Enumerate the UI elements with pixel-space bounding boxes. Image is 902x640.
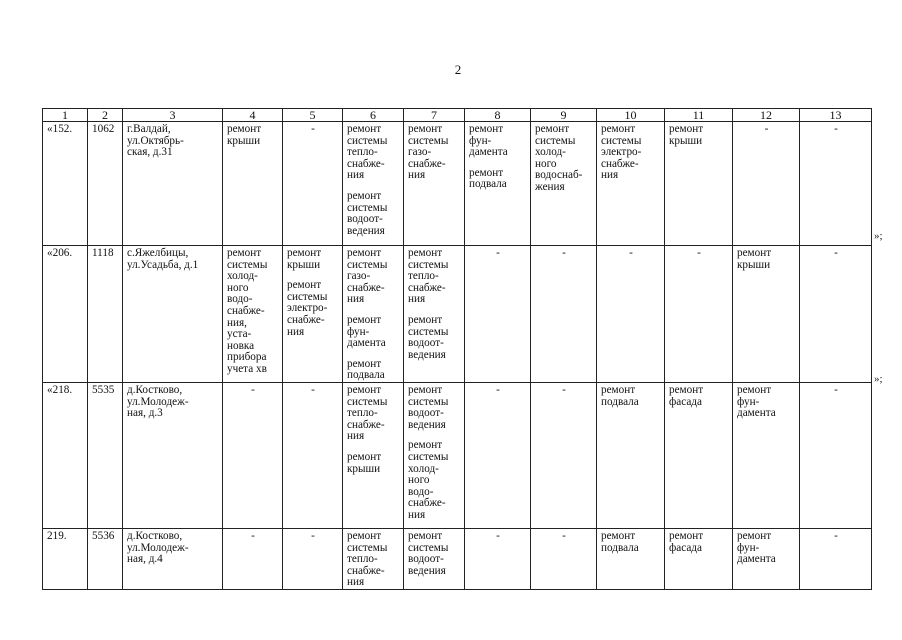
- work-item: ремонт системы холод- ного водо- снабже- ния: [408, 439, 449, 521]
- object-code-cell-text: 1118: [92, 247, 114, 259]
- work-item: ремонт фун- дамента: [469, 123, 508, 159]
- work-item: ремонт системы холод- ного водо- снабже- ния, уста- новка прибора учета хв: [227, 247, 268, 375]
- work-item: ремонт системы электро- снабже- ния: [601, 123, 642, 182]
- work-cell-c4: [223, 122, 283, 246]
- work-item: ремонт системы водоот- ведения: [408, 383, 449, 431]
- table-row: [43, 382, 872, 528]
- work-cell-c6: [343, 382, 404, 528]
- work-item: ремонт системы газо- снабже- ния: [408, 123, 449, 182]
- work-item: ремонт подвала: [347, 357, 385, 382]
- work-item: ремонт крыши: [227, 123, 262, 147]
- row-number-cell-text: 219.: [47, 529, 67, 542]
- object-code-cell-text: 1062: [92, 123, 115, 135]
- object-code-cell-text: 5536: [92, 529, 115, 542]
- work-cell-c12: [733, 382, 800, 528]
- work-item: ремонт фун- дамента: [347, 313, 386, 350]
- work-cell-c4: [223, 528, 283, 589]
- dash-mark: -: [496, 247, 500, 259]
- object-code-cell: [88, 382, 123, 528]
- table-row: [43, 528, 872, 589]
- work-cell-c6: [343, 246, 404, 383]
- dash-mark: -: [251, 529, 255, 542]
- work-item: ремонт крыши: [737, 247, 772, 271]
- work-cell-c5: [283, 246, 343, 383]
- dash-mark: -: [629, 247, 633, 259]
- work-cell-c13: [800, 528, 872, 589]
- row-number-cell: [43, 246, 88, 383]
- dash-mark: -: [496, 383, 500, 396]
- work-item: ремонт крыши: [669, 123, 704, 147]
- work-cell-c7: [404, 246, 465, 383]
- work-item: ремонт системы тепло- снабже- ния: [347, 123, 388, 182]
- work-cell-c8: [465, 122, 531, 246]
- dash-mark: -: [496, 529, 500, 542]
- work-cell-c10: [597, 382, 665, 528]
- work-cell-c8: [465, 382, 531, 528]
- dash-mark: -: [697, 247, 701, 259]
- work-item: ремонт подвала: [601, 383, 639, 408]
- work-cell-c12: [733, 122, 800, 246]
- object-code-cell-text: 5535: [92, 383, 115, 396]
- work-item: ремонт фун- дамента: [737, 529, 776, 566]
- col-header-13: 13: [800, 109, 872, 122]
- object-code-cell: [88, 122, 123, 246]
- address-cell-text: г.Валдай, ул.Октябрь- ская, д.31: [127, 123, 184, 159]
- dash-mark: -: [311, 529, 315, 542]
- row-end-mark: »;: [874, 373, 883, 385]
- work-cell-c7: [404, 528, 465, 589]
- row-number-cell-text: «152.: [47, 123, 73, 135]
- object-code-cell: [88, 246, 123, 383]
- work-cell-c13: [800, 382, 872, 528]
- dash-mark: -: [311, 123, 315, 135]
- dash-mark: -: [562, 247, 566, 259]
- address-cell: [123, 382, 223, 528]
- work-item: ремонт системы водоот- ведения: [408, 313, 449, 361]
- row-number-cell: [43, 528, 88, 589]
- col-header-11: 11: [665, 109, 733, 122]
- work-item: ремонт подвала: [469, 166, 507, 191]
- work-cell-c12: [733, 528, 800, 589]
- work-cell-c7: [404, 382, 465, 528]
- work-cell-c9: [531, 528, 597, 589]
- address-cell-text: д.Костково, ул.Молодеж- ная, д.4: [127, 529, 189, 566]
- work-cell-c10: [597, 122, 665, 246]
- dash-mark: -: [834, 247, 838, 259]
- work-item: ремонт крыши: [287, 247, 322, 271]
- work-cell-c10: [597, 246, 665, 383]
- row-end-mark: »;: [874, 230, 883, 242]
- work-cell-c9: [531, 382, 597, 528]
- col-header-7: 7: [404, 109, 465, 122]
- work-item: ремонт системы тепло- снабже- ния: [408, 247, 449, 306]
- address-cell-text: с.Яжелбицы, ул.Усадьба, д.1: [127, 247, 199, 271]
- col-header-2: 2: [88, 109, 123, 122]
- dash-mark: -: [562, 383, 566, 396]
- col-header-8: 8: [465, 109, 531, 122]
- work-item: ремонт системы электро- снабже- ния: [287, 279, 328, 338]
- work-item: ремонт фун- дамента: [737, 383, 776, 420]
- address-cell-text: д.Костково, ул.Молодеж- ная, д.3: [127, 383, 189, 420]
- row-number-cell: [43, 122, 88, 246]
- work-cell-c6: [343, 528, 404, 589]
- dash-mark: -: [764, 123, 769, 135]
- dash-mark: -: [834, 529, 838, 542]
- row-number-cell-text: «218.: [47, 383, 73, 396]
- dash-mark: -: [251, 383, 255, 396]
- address-cell: [123, 528, 223, 589]
- work-cell-c6: [343, 122, 404, 246]
- work-cell-c5: [283, 528, 343, 589]
- work-cell-c10: [597, 528, 665, 589]
- work-item: ремонт фасада: [669, 383, 704, 408]
- work-cell-c5: [283, 122, 343, 246]
- work-item: ремонт системы газо- снабже- ния: [347, 247, 388, 306]
- work-item: ремонт фасада: [669, 529, 704, 554]
- work-item: ремонт подвала: [601, 529, 639, 554]
- work-cell-c4: [223, 246, 283, 383]
- work-item: ремонт системы тепло- снабже- ния: [347, 529, 388, 589]
- dash-mark: -: [311, 383, 315, 396]
- work-cell-c11: [665, 528, 733, 589]
- work-item: ремонт системы тепло- снабже- ния: [347, 383, 388, 443]
- work-item: ремонт системы водоот- ведения: [347, 189, 388, 237]
- row-number-cell: [43, 382, 88, 528]
- col-header-9: 9: [531, 109, 597, 122]
- dash-mark: -: [562, 529, 566, 542]
- address-cell: [123, 246, 223, 383]
- table-row: [43, 246, 872, 383]
- dash-mark: -: [834, 123, 838, 135]
- work-cell-c4: [223, 382, 283, 528]
- work-cell-c11: [665, 382, 733, 528]
- col-header-12: 12: [733, 109, 800, 122]
- page-number: 2: [454, 62, 462, 77]
- work-cell-c9: [531, 246, 597, 383]
- col-header-6: 6: [343, 109, 404, 122]
- work-cell-c8: [465, 246, 531, 383]
- work-cell-c11: [665, 122, 733, 246]
- col-header-4: 4: [223, 109, 283, 122]
- work-cell-c12: [733, 246, 800, 383]
- work-item: ремонт системы холод- ного водоснаб- жения: [535, 123, 583, 193]
- work-item: ремонт системы водоот- ведения: [408, 529, 449, 577]
- repair-schedule-table: [42, 108, 872, 590]
- work-cell-c13: [800, 122, 872, 246]
- col-header-5: 5: [283, 109, 343, 122]
- work-cell-c13: [800, 246, 872, 383]
- table-row: [43, 122, 872, 246]
- work-cell-c5: [283, 382, 343, 528]
- work-cell-c11: [665, 246, 733, 383]
- object-code-cell: [88, 528, 123, 589]
- col-header-10: 10: [597, 109, 665, 122]
- row-number-cell-text: «206.: [47, 247, 73, 259]
- work-cell-c8: [465, 528, 531, 589]
- work-item: ремонт крыши: [347, 450, 382, 475]
- header-row: [43, 109, 872, 122]
- work-cell-c9: [531, 122, 597, 246]
- col-header-3: 3: [123, 109, 223, 122]
- work-cell-c7: [404, 122, 465, 246]
- col-header-1: 1: [43, 109, 88, 122]
- dash-mark: -: [834, 383, 838, 396]
- address-cell: [123, 122, 223, 246]
